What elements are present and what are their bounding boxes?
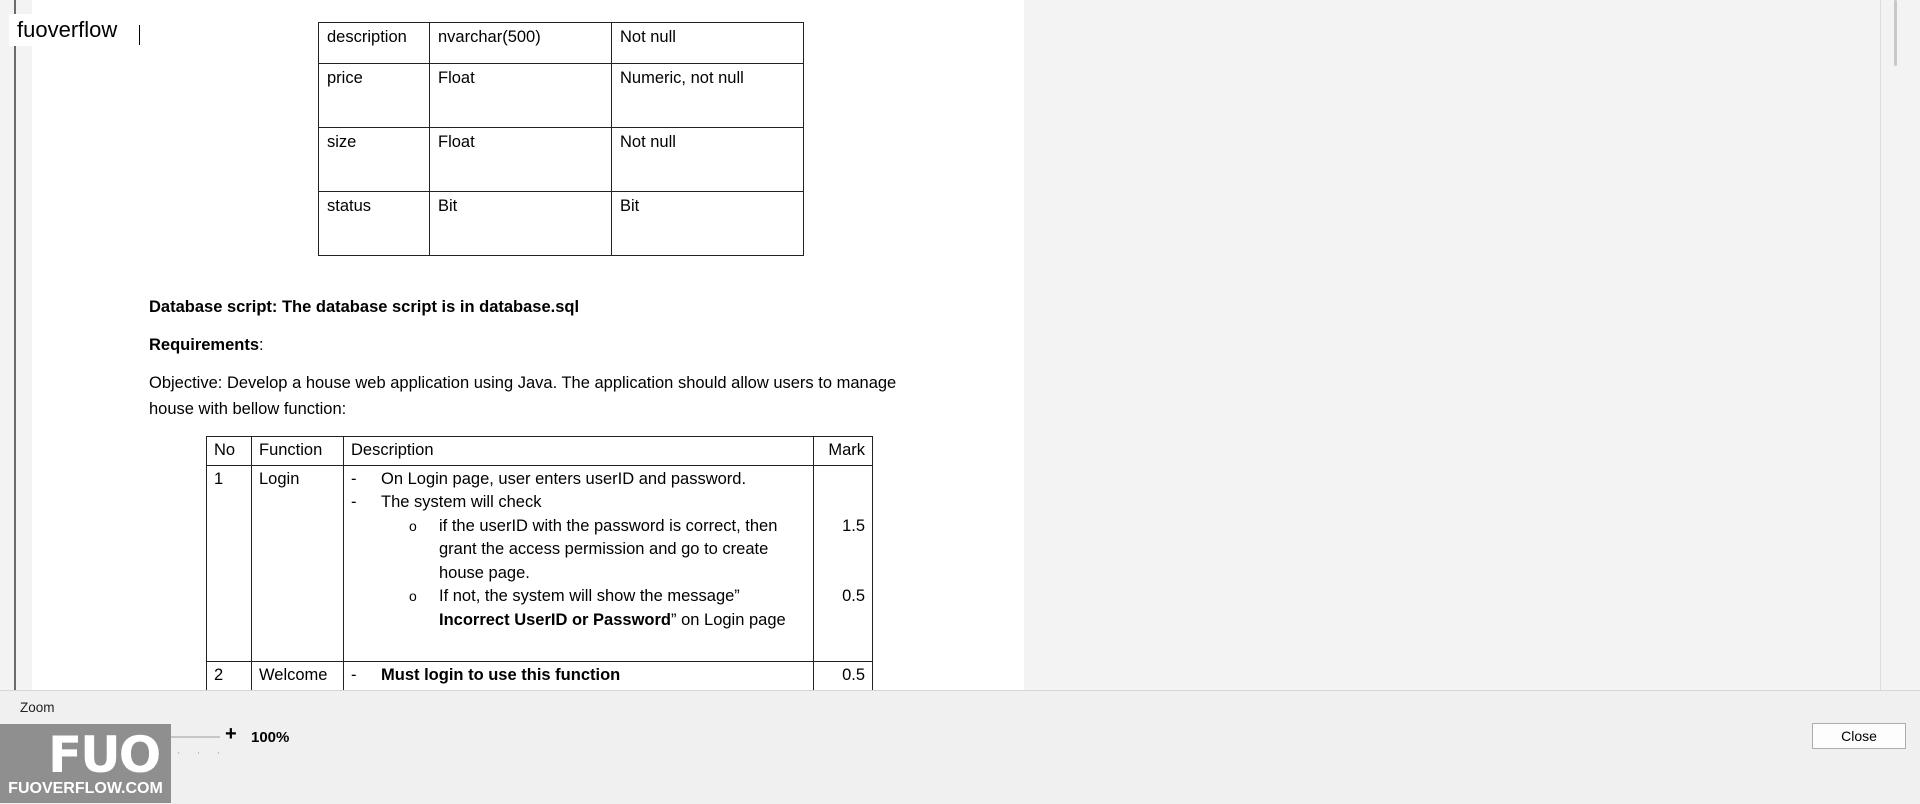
database-script-heading: Database script: The database script is in database.sql [149, 298, 580, 316]
functions-table [206, 436, 873, 690]
sub-item-line: if the userID with the password is correct, then [439, 516, 778, 535]
field-type: Float [430, 64, 612, 128]
viewer-left-border [14, 0, 16, 690]
field-constraint: Not null [612, 23, 804, 64]
table-row [319, 23, 804, 64]
sub-item-line: grant the access permission and go to create [439, 540, 769, 558]
field-constraint: Bit [612, 192, 804, 256]
sub-item-line: house page. [439, 563, 530, 582]
fuoverflow-logo [0, 724, 171, 803]
sub-list-item [351, 585, 806, 632]
table-row [207, 661, 873, 690]
list-item-text: On Login page, user enters userID and password. [381, 469, 747, 488]
field-name: price [319, 64, 430, 128]
text-caret [139, 25, 140, 45]
table-row [207, 465, 873, 661]
zoom-value: 100% [251, 729, 290, 746]
objective-line-2: house with bellow function: [149, 400, 347, 418]
sub-item-line [439, 609, 806, 633]
list-item-text: The system will check [381, 493, 542, 511]
list-item [351, 491, 806, 515]
requirements-heading [149, 332, 929, 358]
objective-line-1: Objective: Develop a house web application using Java. The application should allow users to manage [149, 374, 897, 392]
table-row [319, 192, 804, 256]
row-function: Welcome [252, 661, 344, 690]
close-button[interactable]: Close [1812, 723, 1906, 749]
watermark-label: fuoverflow [9, 14, 125, 46]
row-no: 1 [207, 465, 252, 661]
sub-item-text: ” on Login page [671, 610, 786, 629]
header-no: No [207, 437, 252, 466]
sub-item-line: If not, the system will show the message” [439, 587, 740, 605]
list-item [351, 664, 806, 688]
logo-text: FUOVERFLOW.COM [8, 780, 163, 797]
table-row [319, 128, 804, 192]
header-function: Function [252, 437, 344, 466]
row-mark: 0.5 [814, 661, 873, 690]
field-name: status [319, 192, 430, 256]
row-no: 2 [207, 661, 252, 690]
row-function: Login [252, 465, 344, 661]
circle-bullet-icon: o [409, 588, 417, 604]
list-dash: - [351, 665, 357, 684]
row-mark [814, 465, 873, 661]
field-constraint: Numeric, not null [612, 64, 804, 128]
list-item-text: Must login to use this function [381, 665, 621, 684]
document-page [32, 0, 1024, 690]
zoom-panel [0, 690, 1920, 804]
logo-mark: FUO [48, 726, 160, 784]
scrollbar-thumb[interactable] [1894, 0, 1897, 66]
field-type: Float [430, 128, 612, 192]
list-item [351, 468, 806, 492]
header-mark: Mark [814, 437, 873, 466]
circle-bullet-icon: o [409, 517, 417, 534]
list-dash: - [351, 469, 357, 488]
mark-value: 0.5 [842, 587, 865, 605]
row-description [344, 465, 814, 661]
requirements-colon: : [259, 336, 264, 354]
row-description [344, 661, 814, 690]
zoom-in-button[interactable]: + [225, 723, 237, 745]
field-name: size [319, 128, 430, 192]
zoom-label: Zoom [20, 700, 55, 715]
list-dash: - [351, 493, 357, 511]
fields-table [318, 22, 804, 256]
field-name: description [319, 23, 430, 64]
sub-list-item [351, 515, 806, 586]
field-type: nvarchar(500) [430, 23, 612, 64]
table-header-row [207, 437, 873, 466]
table-row [319, 64, 804, 128]
mark-value: 1.5 [842, 516, 865, 535]
field-type: Bit [430, 192, 612, 256]
error-message-text: Incorrect UserID or Password [439, 610, 671, 629]
vertical-scrollbar[interactable] [1880, 0, 1895, 690]
header-description: Description [344, 437, 814, 466]
requirements-label: Requirements [149, 336, 260, 354]
zoom-slider-ticks: ' ' ' [178, 751, 228, 760]
field-constraint: Not null [612, 128, 804, 192]
